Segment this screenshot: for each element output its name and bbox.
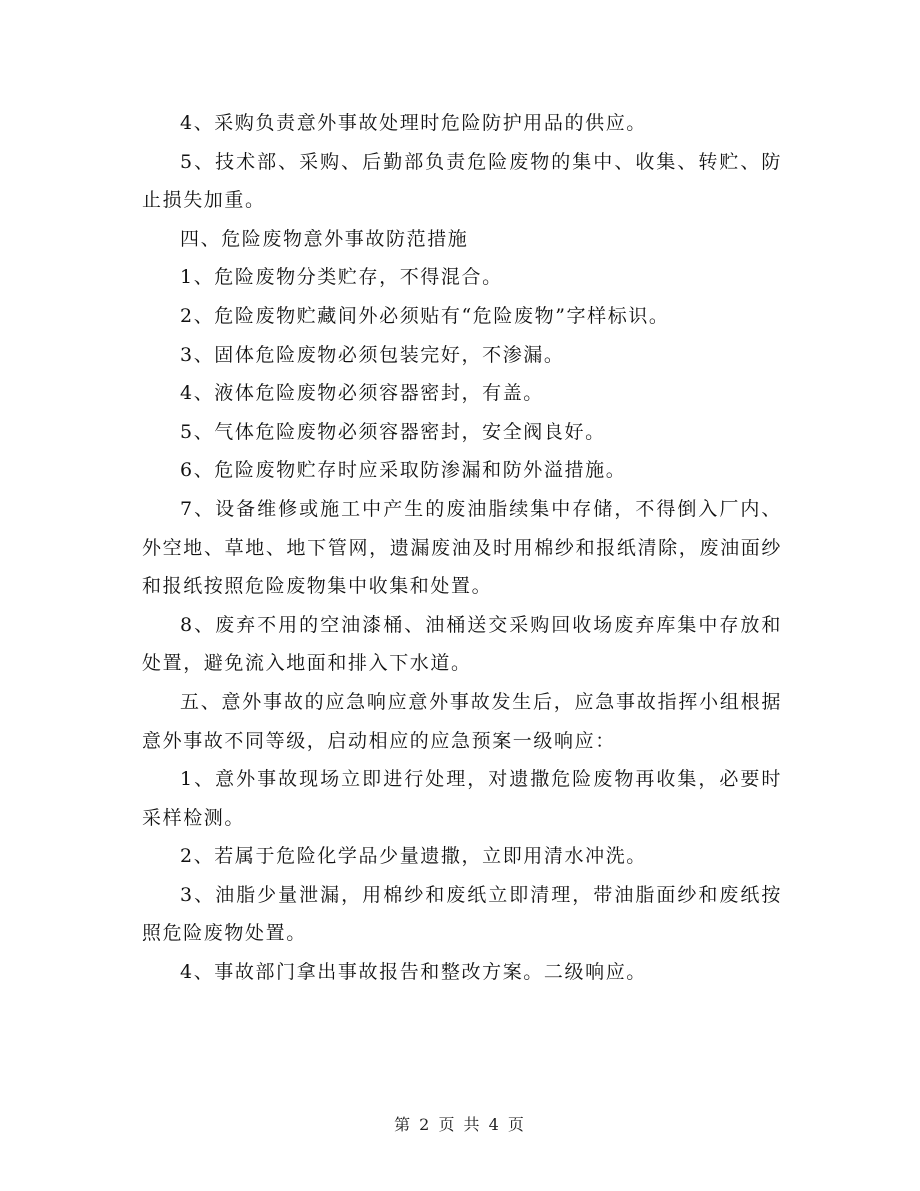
paragraph: 7、设备维修或施工中产生的废油脂续集中存储，不得倒入厂内、外空地、草地、地下管网，遗漏废油及时用棉纱和报纸清除，废油面纱和报纸按照危险废物集中收集和处置。 <box>142 497 782 598</box>
paragraph: 1、危险废物分类贮存，不得混合。 <box>180 266 503 289</box>
section-heading: 四、危险废物意外事故防范措施 <box>180 227 469 250</box>
paragraph: 2、若属于危险化学品少量遗撒，立即用清水冲洗。 <box>180 845 647 868</box>
paragraph: 3、油脂少量泄漏，用棉纱和废纸立即清理，带油脂面纱和废纸按照危险废物处置。 <box>142 883 782 945</box>
paragraph: 4、采购负责意外事故处理时危险防护用品的供应。 <box>180 112 647 134</box>
document-body <box>142 104 782 992</box>
paragraph: 3、固体危险废物必须包装完好，不渗漏。 <box>180 343 565 366</box>
paragraph: 2、危险废物贮藏间外必须贴有“危险废物”字样标识。 <box>180 304 670 327</box>
paragraph: 1、意外事故现场立即进行处理，对遗撒危险废物再收集，必要时采样检测。 <box>142 768 782 829</box>
paragraph: 6、危险废物贮存时应采取防渗漏和防外溢措施。 <box>180 459 627 482</box>
page-footer: 第 2 页 共 4 页 <box>394 1115 526 1134</box>
section-heading: 五、意外事故的应急响应意外事故发生后，应急事故指挥小组根据意外事故不同等级，启动相应的应急预案一级响应： <box>142 690 782 752</box>
paragraph: 4、液体危险废物必须容器密封，有盖。 <box>180 382 544 405</box>
paragraph: 8、废弃不用的空油漆桶、油桶送交采购回收场废弃库集中存放和处置，避免流入地面和排入下水道。 <box>142 613 782 675</box>
paragraph: 4、事故部门拿出事故报告和整改方案。二级响应。 <box>180 961 647 984</box>
paragraph: 5、技术部、采购、后勤部负责危险废物的集中、收集、转贮、防止损失加重。 <box>142 150 782 212</box>
paragraph: 5、气体危险废物必须容器密封，安全阀良好。 <box>180 420 606 443</box>
